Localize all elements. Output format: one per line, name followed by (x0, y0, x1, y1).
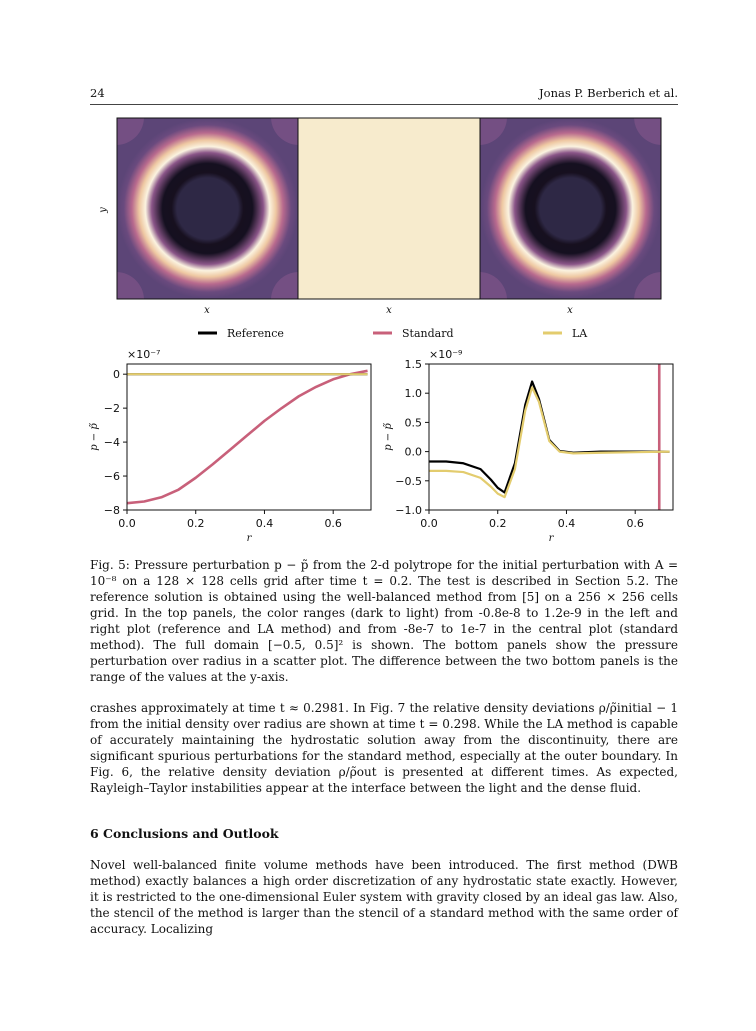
panel-x-label-center: x (386, 305, 392, 316)
panel-x-label-right: x (567, 305, 573, 316)
page-number: 24 (90, 86, 105, 100)
figure-caption (90, 557, 678, 685)
legend-label-standard: Standard (402, 327, 454, 340)
plot-right-xtick-label: 0.4 (557, 517, 576, 530)
plot-left-xtick-label: 0.6 (324, 517, 342, 530)
running-authors: Jonas P. Berberich et al. (539, 86, 678, 100)
plot-right-ytick-label: 1.5 (404, 358, 422, 371)
plot-right-xtick-label: 0.0 (420, 517, 438, 530)
panel-x-label-left: x (204, 305, 210, 316)
plot-left (89, 348, 371, 544)
plot-right-series-la (429, 387, 670, 497)
plot-right-ytick-label: 1.0 (404, 387, 422, 401)
plot-right-y-label: p − p̃ (383, 423, 394, 451)
panel-reference (88, 89, 327, 328)
plot-right-xtick-label: 0.6 (626, 517, 644, 530)
legend-label-reference: Reference (227, 327, 284, 340)
plot-right-scale: ×10⁻⁹ (429, 348, 463, 361)
panel-y-label: y (98, 207, 109, 213)
plot-right-ytick-label: 0.5 (404, 416, 422, 430)
panel-standard (261, 81, 517, 337)
plot-right-ytick-label: −1.0 (395, 504, 422, 517)
plot-right-ytick-label: 0.0 (404, 445, 422, 459)
plot-right-ytick-label: −0.5 (395, 474, 422, 488)
plot-left-xtick-label: 0.0 (118, 517, 136, 530)
plot-right-x-label: r (548, 533, 554, 544)
legend-label-la: LA (572, 327, 588, 340)
caption-label: Fig. 5: (90, 558, 130, 572)
plot-left-scale: ×10⁻⁷ (127, 348, 161, 361)
section-heading: 6 Conclusions and Outlook (90, 826, 279, 841)
plot-left-ytick-label: −6 (103, 470, 120, 484)
plot-left-xtick-label: 0.2 (186, 517, 205, 530)
panel-la (451, 89, 690, 328)
body-paragraph-1: crashes approximately at time t ≈ 0.2981. In Fig. 7 the relative density deviations ρ/ρ̃initial − 1 from the initial density over radius are shown at time t = 0.298. While the LA method is capable of accurately maintaining the hydrostatic solution away from the discontinuity, there are significant spurious perturbations for the standard method, especially at the outer boundary. In Fig. 6, the relative density deviation ρ/ρ̃out is presented at different times. As expected, Rayleigh–Taylor instabilities appear at the interface between the light and the dense fluid. (90, 701, 678, 795)
plot-left-y-label: p − p̃ (89, 423, 100, 451)
plot-right (383, 348, 673, 544)
plot-left-series-standard (127, 371, 368, 503)
legend (198, 327, 588, 340)
plot-right-xtick-label: 0.2 (488, 517, 507, 530)
plot-left-ytick-label: −4 (103, 436, 120, 450)
plot-left-ytick-label: 0 (113, 368, 120, 382)
plot-left-xtick-label: 0.4 (255, 517, 274, 530)
plot-left-x-label: r (246, 533, 252, 544)
body-paragraph-2: Novel well-balanced finite volume methods have been introduced. The first method (DWB method) exactly balances a high order discretization of any hydrostatic state exactly. However, it is restricted to the one-dimensional Euler system with gravity closed by an ideal gas law. Also, the stencil of the method is larger than the stencil of a standard method with the same order of accuracy. Localizing (90, 858, 678, 936)
plot-left-ytick-label: −2 (103, 402, 120, 416)
caption-text: Pressure perturbation p − p̃ from the 2-d polytrope for the initial perturbation with A = 10⁻⁸ on a 128 × 128 cells grid after time t = 0.2. The test is described in Section 5.2. The reference solution is obtained using the well-balanced method from [5] on a 256 × 256 cells grid. In the top panels, the color ranges (dark to light) from -0.8e-8 to 1.2e-9 in the left and right plot (reference and LA method) and from -8e-7 to 1e-7 in the central plot (standard method). The full domain [−0.5, 0.5]² is shown. The bottom panels show the pressure perturbation over radius in a scatter plot. The difference between the two bottom panels is the range of the values at the y-axis. (90, 558, 678, 684)
plot-left-ytick-label: −8 (103, 504, 120, 517)
